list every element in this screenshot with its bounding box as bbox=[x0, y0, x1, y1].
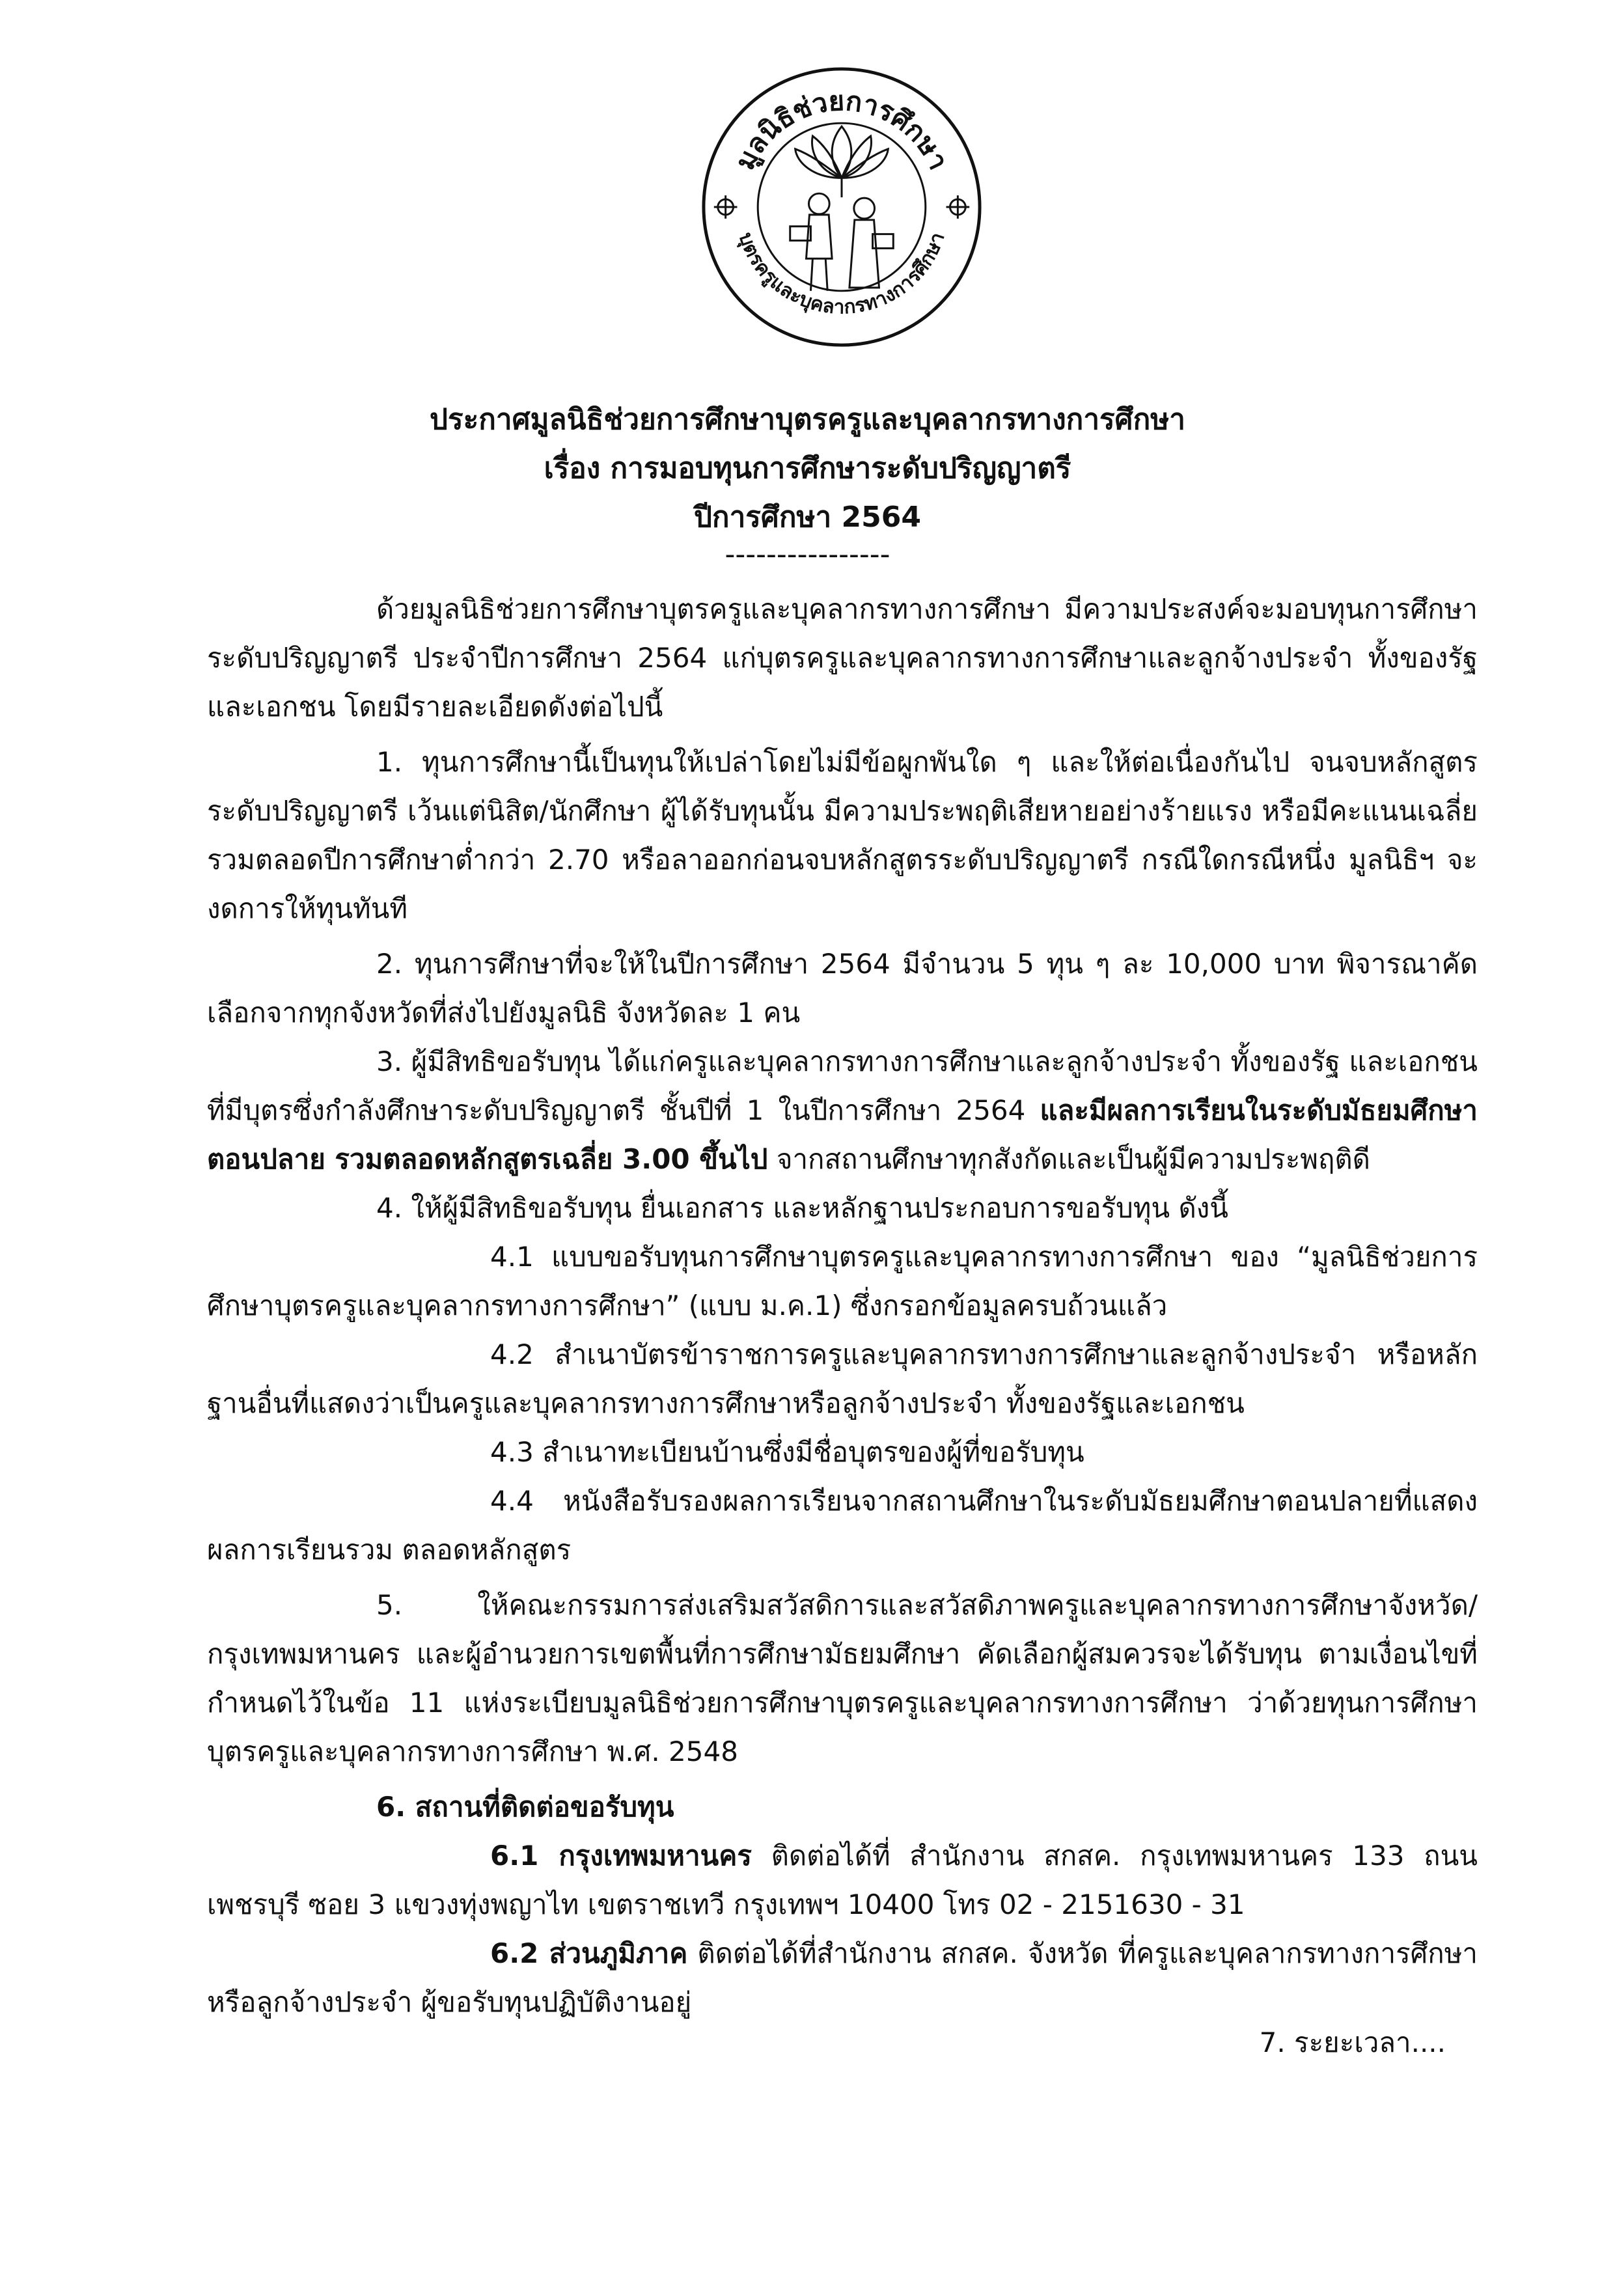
item-6-heading: 6. สถานที่ติดต่อขอรับทุน bbox=[376, 1791, 674, 1823]
item-3-emphasis: และมีผลการเรียนในระดับมัธยมศึกษาตอนปลาย รวมตลอดหลักสูตรเฉลี่ย 3.00 ขึ้นไป bbox=[207, 1094, 1478, 1175]
item-6-1-label: 6.1 กรุงเทพมหานคร bbox=[490, 1840, 752, 1872]
item-1: 1. ทุนการศึกษานี้เป็นทุนให้เปล่าโดยไม่มีข้อผูกพันใด ๆ และให้ต่อเนื่องกันไป จนจบหลักสูตรระดับปริญญาตรี เว้นแต่นิสิต/นักศึกษา ผู้ได้รับทุนนั้น มีความประพฤติเสียหายอย่างร้ายแรง หรือมีคะแนนเฉลี่ยรวมตลอดปีการศึกษาต่ำกว่า 2.70 หรือลาออกก่อนจบหลักสูตรระดับปริญญาตรี กรณีใดกรณีหนึ่ง มูลนิธิฯ จะงดการให้ทุนทันที bbox=[207, 746, 1478, 924]
academic-year: ปีการศึกษา 2564 bbox=[694, 501, 921, 534]
item-6-2-label: 6.2 ส่วนภูมิภาค bbox=[490, 1937, 688, 1969]
item-6-2-text: ติดต่อได้ที่สำนักงาน สกสค. จังหวัด ที่ครูและบุคลากรทางการศึกษาหรือลูกจ้างประจำ ผู้ขอรับทุนปฏิบัติงานอยู่ bbox=[207, 1937, 1478, 2018]
item-4-3: 4.3 สำเนาทะเบียนบ้านซึ่งมีชื่อบุตรของผู้ที่ขอรับทุน bbox=[490, 1436, 1084, 1468]
svg-text:มูลนิธิช่วยการศึกษา: มูลนิธิช่วยการศึกษา bbox=[728, 84, 955, 175]
item-6-1 bbox=[207, 1831, 1478, 1929]
item-5: 5. ให้คณะกรรมการส่งเสริมสวัสดิการและสวัสดิภาพครูและบุคลากรทางการศึกษาจังหวัด/กรุงเทพมหานคร และผู้อำนวยการเขตพื้นที่การศึกษามัธยมศึกษา คัดเลือกผู้สมควรจะได้รับทุน ตามเงื่อนไขที่กำหนดไว้ในข้อ 11 แห่งระเบียบมูลนิธิช่วยการศึกษาบุตรครูและบุคลากรทางการศึกษา ว่าด้วยทุนการศึกษาบุตรครูและบุคลากรทางการศึกษา พ.ศ. 2548 bbox=[207, 1589, 1478, 1767]
item-3-text: 3. ผู้มีสิทธิขอรับทุน ได้แก่ครูและบุคลากรทางการศึกษาและลูกจ้างประจำ ทั้งของรัฐ และเอกชน ที่มีบุตรซึ่งกำลังศึกษาระดับปริญญาตรี ชั้นปีที่ 1 ในปีการศึกษา 2564 bbox=[207, 1045, 1478, 1126]
item-4-1: 4.1 แบบขอรับทุนการศึกษาบุตรครูและบุคลากรทางการศึกษา ของ “มูลนิธิช่วยการศึกษาบุตรครูและบุคลากรทางการศึกษา” (แบบ ม.ค.1) ซึ่งกรอกข้อมูลครบถ้วนแล้ว bbox=[207, 1241, 1478, 1321]
item-4-4: 4.4 หนังสือรับรองผลการเรียนจากสถานศึกษาในระดับมัธยมศึกษาตอนปลายที่แสดงผลการเรียนรวม ตลอดหลักสูตร bbox=[207, 1485, 1478, 1566]
item-4: 4. ให้ผู้มีสิทธิขอรับทุน ยื่นเอกสาร และหลักฐานประกอบการขอรับทุน ดังนี้ bbox=[376, 1192, 1228, 1224]
item-2: 2. ทุนการศึกษาที่จะให้ในปีการศึกษา 2564 มีจำนวน 5 ทุน ๆ ละ 10,000 บาท พิจารณาคัดเลือกจากทุกจังหวัดที่ส่งไปยังมูลนิธิ จังหวัดละ 1 คน bbox=[207, 948, 1478, 1029]
divider-rule: ---------------- bbox=[725, 538, 890, 571]
intro-paragraph: ด้วยมูลนิธิช่วยการศึกษาบุตรครูและบุคลากรทางการศึกษา มีความประสงค์จะมอบทุนการศึกษาระดับปริญญาตรี ประจำปีการศึกษา 2564 แก่บุตรครูและบุคลากรทางการศึกษาและลูกจ้างประจำ ทั้งของรัฐและเอกชน โดยมีรายละเอียดดังต่อไปนี้ bbox=[207, 593, 1478, 723]
item-6-2 bbox=[207, 1929, 1478, 2026]
foundation-seal-logo bbox=[700, 65, 984, 349]
announcement-body bbox=[207, 585, 1478, 2026]
item-3 bbox=[207, 1037, 1478, 1183]
announcement-title: ประกาศมูลนิธิช่วยการศึกษาบุตรครูและบุคลากรทางการศึกษา bbox=[430, 403, 1185, 436]
item-4-2: 4.2 สำเนาบัตรข้าราชการครูและบุคลากรทางการศึกษาและลูกจ้างประจำ หรือหลักฐานอื่นที่แสดงว่าเป็นครูและบุคลากรทางการศึกษาหรือลูกจ้างประจำ ทั้งของรัฐและเอกชน bbox=[207, 1338, 1478, 1419]
svg-text:บุตรครูและบุคลากรทางการศึกษา: บุตรครูและบุคลากรทางการศึกษา bbox=[734, 229, 950, 319]
item-3-tail: จากสถานศึกษาทุกสังกัดและเป็นผู้มีความประพฤติดี bbox=[767, 1143, 1370, 1175]
item-6-1-text: ติดต่อได้ที่ สำนักงาน สกสค. กรุงเทพมหานคร 133 ถนนเพชรบุรี ซอย 3 แขวงทุ่งพญาไท เขตราชเทวี กรุงเทพฯ 10400 โทร 02 - 2151630 - 31 bbox=[207, 1840, 1478, 1920]
continued-next-page: 7. ระยะเวลา.... bbox=[1259, 2026, 1446, 2058]
announcement-subject: เรื่อง การมอบทุนการศึกษาระดับปริญญาตรี bbox=[544, 452, 1071, 485]
